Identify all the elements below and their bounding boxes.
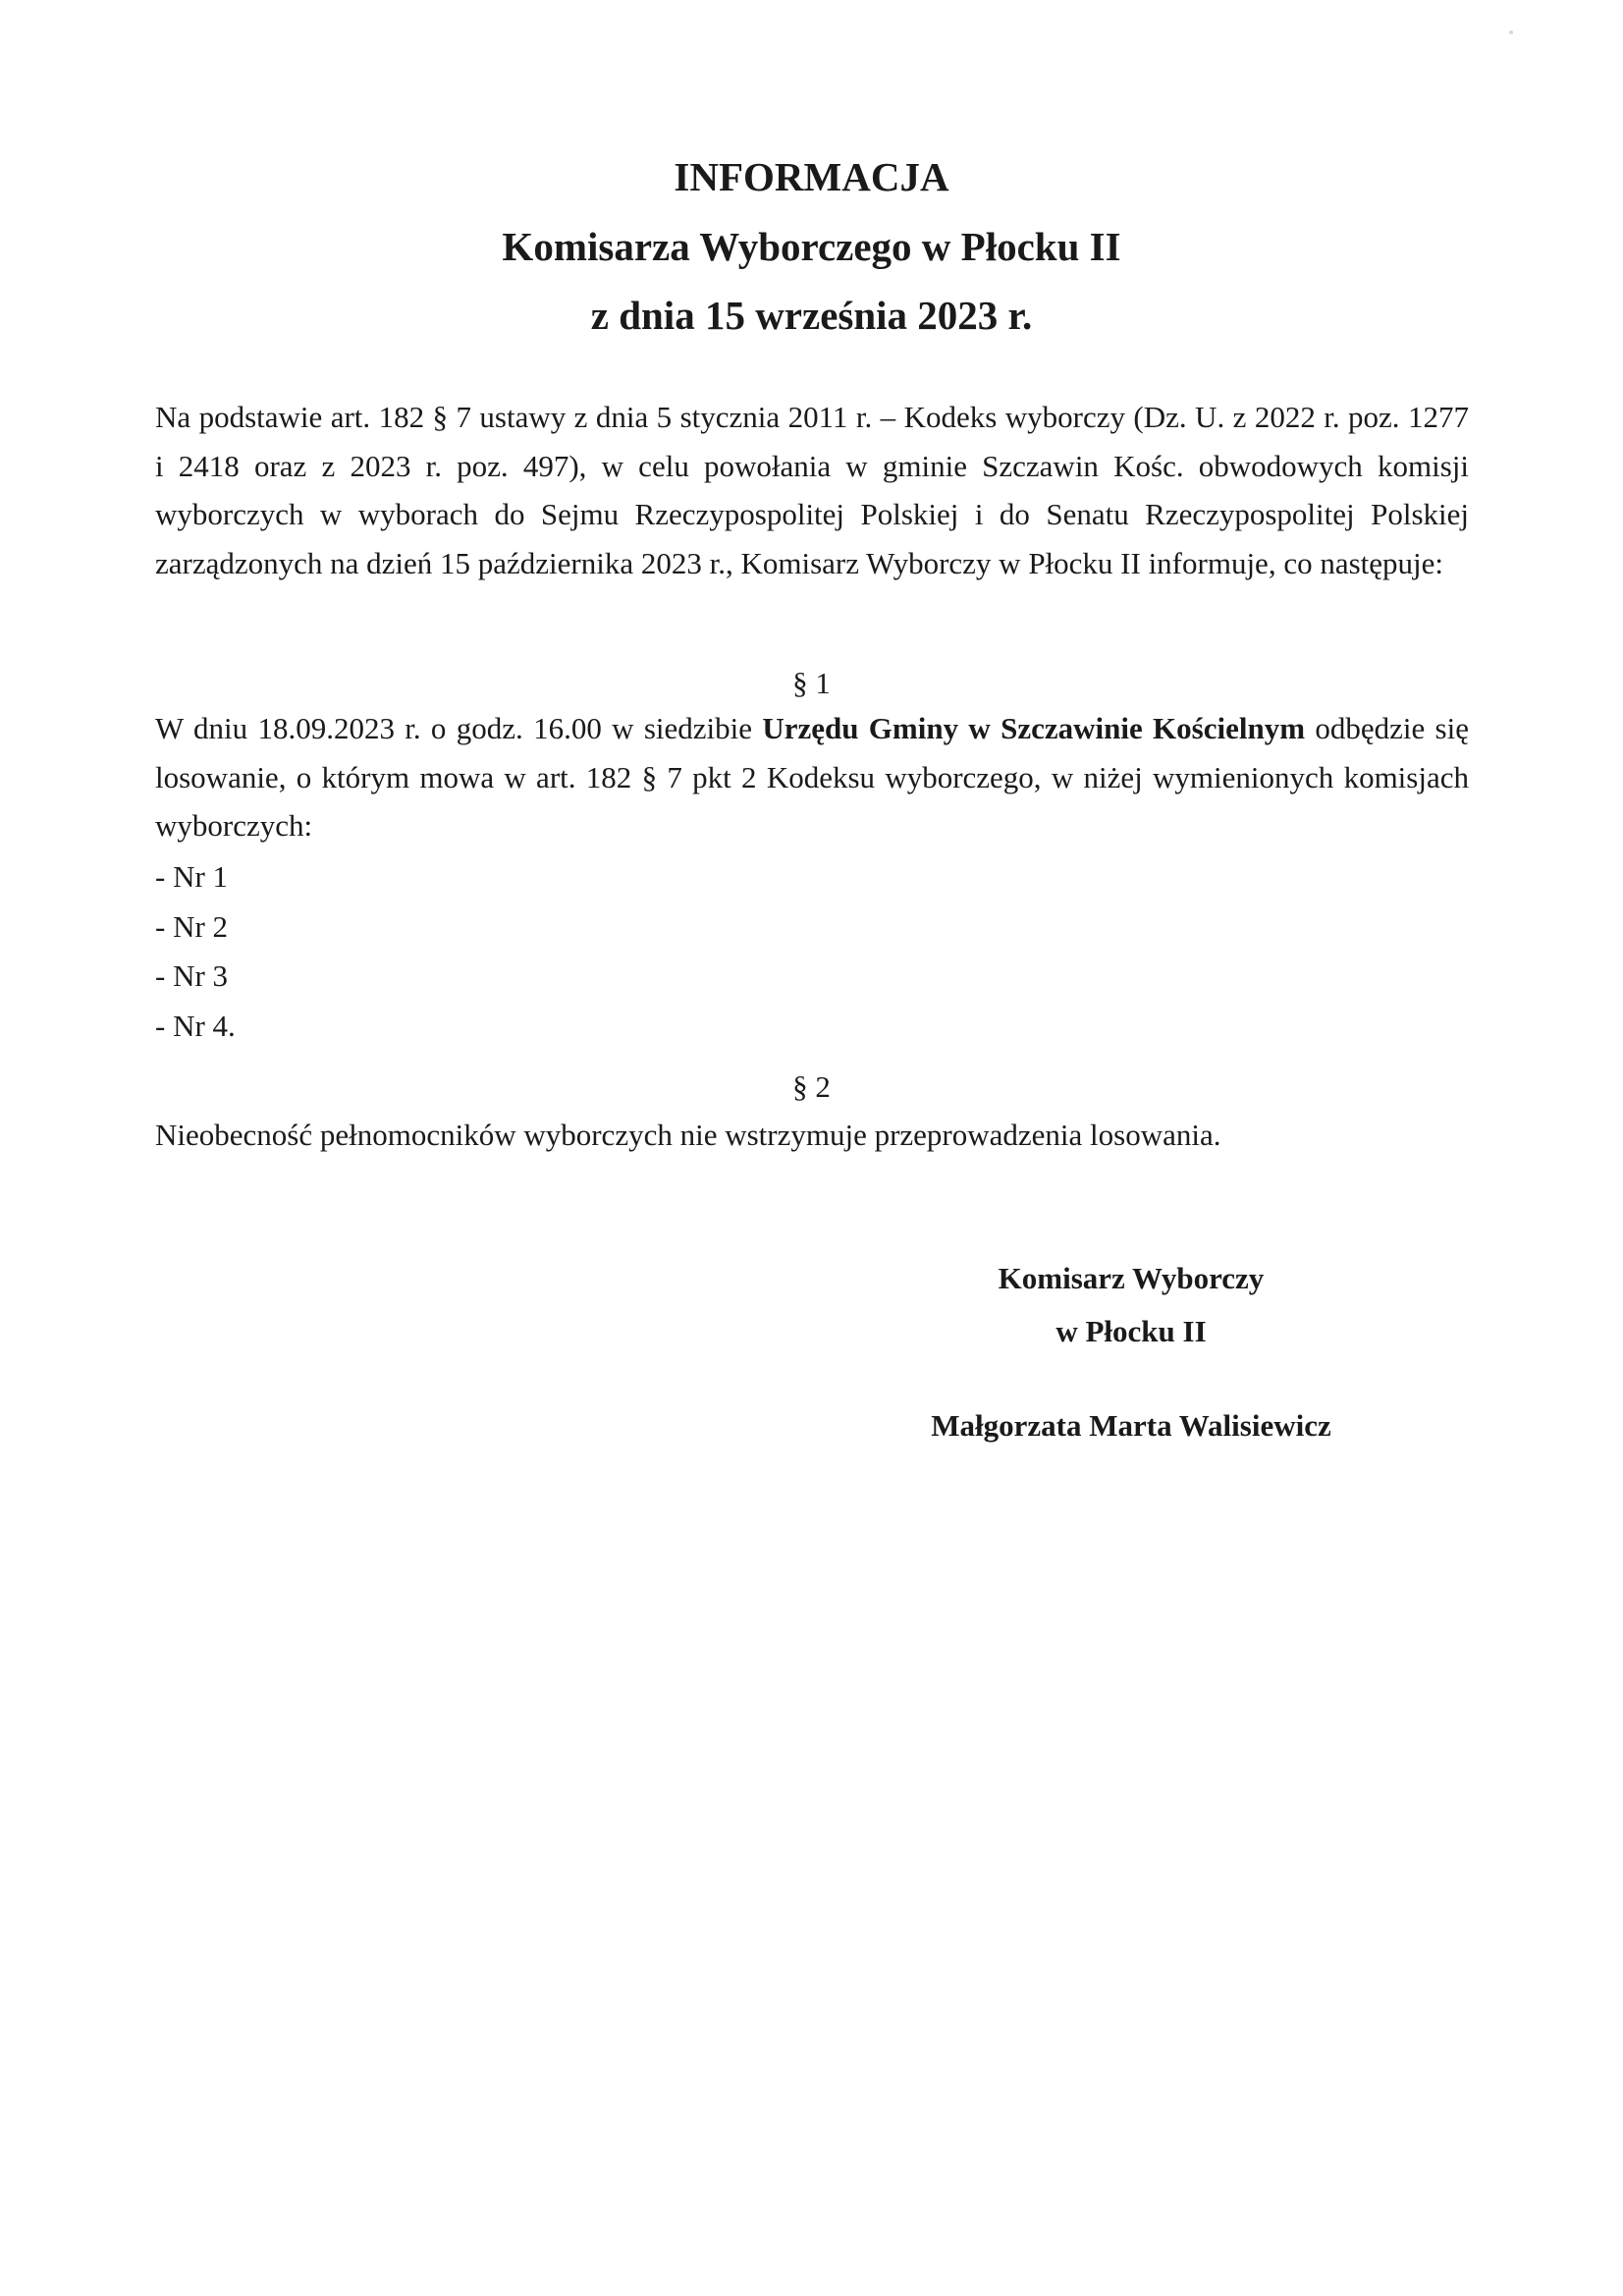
signature-name: Małgorzata Marta Walisiewicz (931, 1408, 1331, 1443)
signature-office: w Płocku II (1055, 1314, 1207, 1348)
document-title: INFORMACJA (674, 154, 949, 199)
list-item: - Nr 4. (155, 1008, 236, 1043)
list-item: - Nr 3 (155, 958, 229, 993)
section-1-text-after: odbędzie się losowanie, o którym mowa w art. 182 § 7 pkt 2 Kodeksu wyborczego, w niżej wymienionych komisjach wyborczych: (155, 711, 1469, 843)
section-2-paragraph: Nieobecność pełnomocników wyborczych nie wstrzymuje przeprowadzenia losowania. (155, 1118, 1221, 1152)
list-item: - Nr 1 (155, 859, 229, 894)
section-1-symbol: § 1 (792, 666, 831, 700)
scan-speck (1509, 30, 1513, 34)
document-date: z dnia 15 września 2023 r. (590, 293, 1033, 338)
section-1-location: Urzędu Gminy w Szczawinie Kościelnym (762, 711, 1306, 745)
list-item: - Nr 2 (155, 908, 229, 944)
commission-list (155, 852, 236, 1051)
section-1-text-before: W dniu 18.09.2023 r. o godz. 16.00 w siedzibie (155, 711, 763, 745)
intro-paragraph: Na podstawie art. 182 § 7 ustawy z dnia 5 stycznia 2011 r. – Kodeks wyborczy (Dz. U. z 2022 r. poz. 1277 i 2418 oraz z 2023 r. poz. 497), w celu powołania w gminie Szczawin Kośc. obwodowych komisji wyborczych w wyborach do Sejmu Rzeczypospolitej Polskiej i do Senatu Rzeczypospolitej Polskiej zarządzonych na dzień 15 października 2023 r., Komisarz Wyborczy w Płocku II informuje, co następuje: (155, 400, 1469, 580)
signature-title: Komisarz Wyborczy (998, 1261, 1265, 1295)
section-1-paragraph (155, 704, 1469, 850)
section-2-symbol: § 2 (792, 1069, 831, 1104)
document-issuer: Komisarza Wyborczego w Płocku II (502, 224, 1121, 269)
